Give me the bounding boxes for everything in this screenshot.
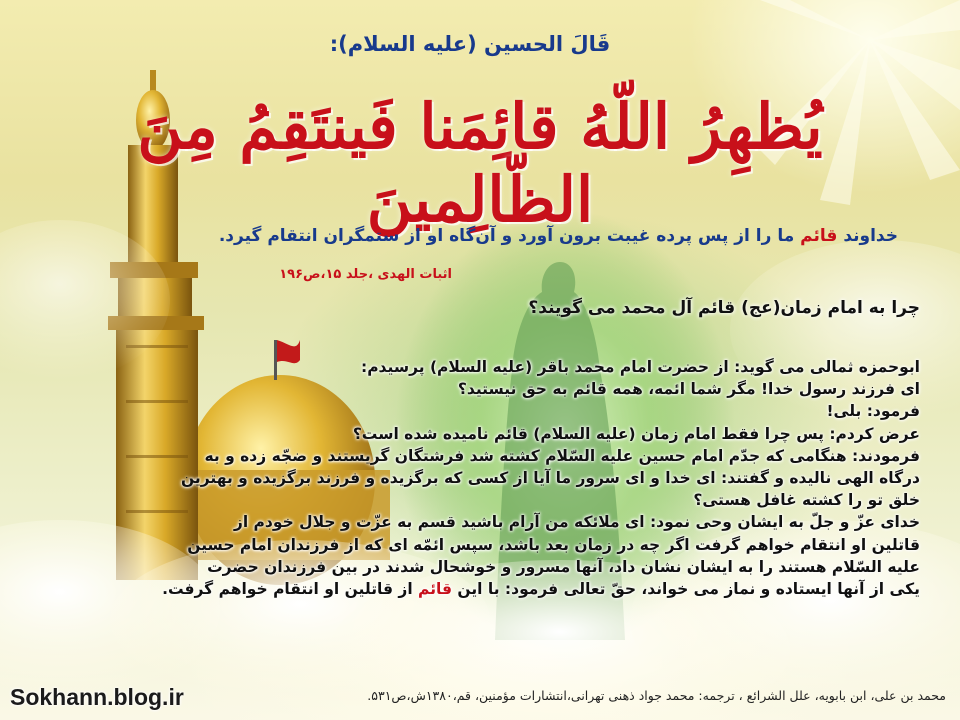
blog-watermark: Sokhann.blog.ir [10, 684, 184, 710]
hadith-arabic-quote: یُظهِرُ اللّهُ قائِمَنا فَینتَقِمُ مِنَ الظّالِمینَ [137, 90, 823, 236]
narration-highlight: قائم [418, 580, 452, 599]
translation-text: خداوند [837, 226, 898, 246]
narration-line: عرض کردم: پس چرا فقط امام زمان (علیه السلام) قائم نامیده شده است؟ [352, 424, 920, 443]
translation-highlight: قائم [800, 226, 838, 246]
narration-body [160, 356, 920, 600]
narration-line: فرمود: بلی! [826, 402, 920, 421]
narration-line: درگاه الهی نالیده و گفتند: ای خدا و ای سرور ما آیا از کسی که برگزیده و فرزند برگزیده و بهترین [180, 469, 920, 488]
narration-line-last [160, 578, 920, 600]
hadith-translation [138, 226, 898, 246]
narration-text: یکی از آنها ایستاده و نماز می خواند، حقّ تعالی فرمود: با این [452, 580, 920, 599]
narration-text: از قاتلین او انتقام خواهم گرفت. [162, 580, 419, 599]
footnote-citation: محمد بن علی، ابن بابویه، علل الشرائع ، ترجمه: محمد جواد ذهنی تهرانی،انتشارات مؤمنین، قم،۱۳۸۰ش،ص۵۳۱. [367, 688, 946, 703]
narration-line: علیه السّلام هستند را به ایشان نشان داد، آنها مسرور و خوشحال شدند در بین فرزندان حضرت [207, 557, 920, 576]
hadith-heading: قَالَ الحسین (علیه السلام): [329, 32, 611, 56]
translation-text: ما را از پس پرده غیبت برون آورد و آن‌گاه او از ستمگران انتقام گیرد. [218, 226, 801, 246]
narration-line: فرمودند: هنگامی که جدّم امام حسین علیه السّلام کشته شد فرشتگان گریستند و ضجّه زده و به [204, 446, 920, 465]
narration-line: خدای عزّ و جلّ به ایشان وحی نمود: ای ملائکه من آرام باشید قسم به عزّت و جلال خودم از [233, 513, 920, 532]
narration-line: قاتلین او انتقام خواهم گرفت اگر چه در زمان بعد باشد، سپس ائمّه ای که از فرزندان امام حسین [187, 535, 920, 554]
narration-line: خلق تو را کشته غافل هستی؟ [693, 491, 920, 510]
narration-line: ابوحمزه ثمالی می گوید: از حضرت امام محمد باقر (علیه السلام) پرسیدم: [361, 358, 920, 376]
question-heading: چرا به امام زمان(عج) قائم آل محمد می گویند؟ [528, 298, 920, 318]
hadith-source: اثبات الهدی ،جلد ۱۵،ص۱۹۶ [279, 267, 452, 282]
narration-line: ای فرزند رسول خدا! مگر شما ائمه، همه قائم به حق نیستید؟ [457, 380, 920, 399]
